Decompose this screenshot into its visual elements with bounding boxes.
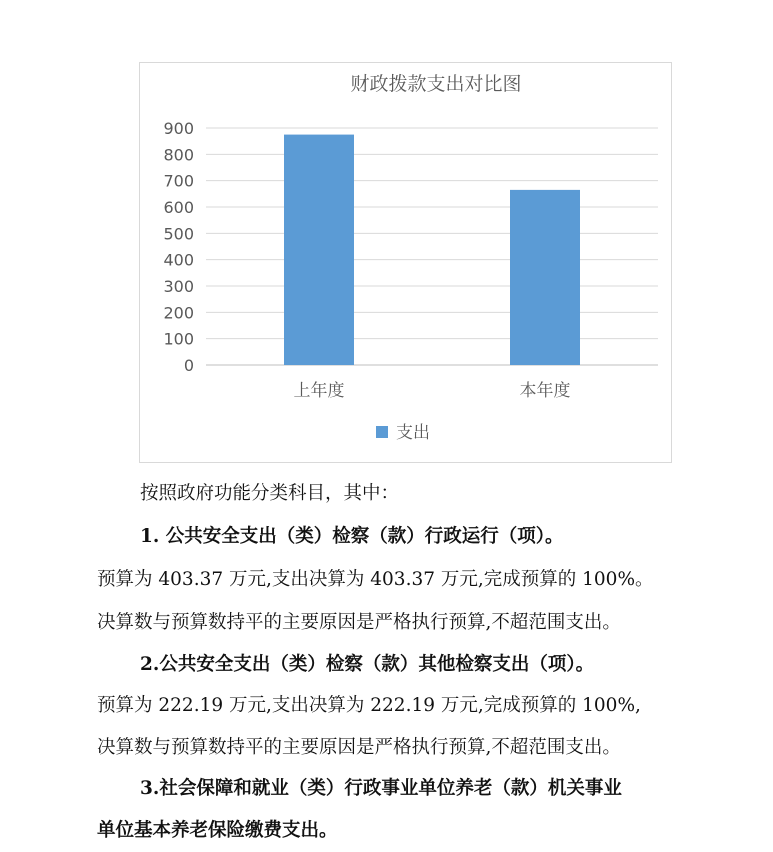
y-tick-label: 800 bbox=[163, 145, 194, 165]
x-category-label: 本年度 bbox=[519, 381, 571, 401]
x-category-label: 上年度 bbox=[293, 381, 345, 401]
y-tick-label: 300 bbox=[163, 277, 194, 296]
item3-heading-line2: 单位基本养老保险缴费支出。 bbox=[97, 820, 338, 841]
legend-label: 支出 bbox=[396, 423, 430, 443]
y-tick-label: 500 bbox=[163, 224, 194, 244]
intro-text: 按照政府功能分类科目，其中： bbox=[140, 483, 400, 504]
chart-canvas bbox=[140, 63, 673, 464]
expenditure-chart bbox=[139, 62, 672, 463]
item1-heading: 1. 公共安全支出（类）检察（款）行政运行（项）。 bbox=[140, 526, 564, 547]
bar bbox=[284, 135, 354, 365]
item2-line1: 预算为 222.19 万元,支出决算为 222.19 万元,完成预算的 100%, bbox=[97, 695, 641, 716]
bar bbox=[510, 190, 580, 365]
y-tick-label: 900 bbox=[163, 119, 194, 138]
y-tick-label: 200 bbox=[163, 303, 194, 323]
chart-title: 财政拨款支出对比图 bbox=[350, 73, 522, 95]
item2-line2: 决算数与预算数持平的主要原因是严格执行预算,不超范围支出。 bbox=[97, 737, 621, 758]
item2-heading: 2.公共安全支出（类）检察（款）其他检察支出（项）。 bbox=[140, 654, 595, 675]
item3-heading-line1: 3.社会保障和就业（类）行政事业单位养老（款）机关事业 bbox=[140, 778, 622, 799]
y-tick-label: 100 bbox=[163, 329, 194, 349]
y-tick-label: 400 bbox=[163, 250, 194, 270]
item1-line2: 决算数与预算数持平的主要原因是严格执行预算,不超范围支出。 bbox=[97, 612, 621, 633]
item1-line1: 预算为 403.37 万元,支出决算为 403.37 万元,完成预算的 100%。 bbox=[97, 569, 654, 590]
legend-swatch bbox=[376, 426, 388, 438]
y-tick-label: 700 bbox=[163, 171, 194, 191]
y-tick-label: 600 bbox=[163, 198, 194, 217]
y-tick-label: 0 bbox=[183, 356, 194, 375]
